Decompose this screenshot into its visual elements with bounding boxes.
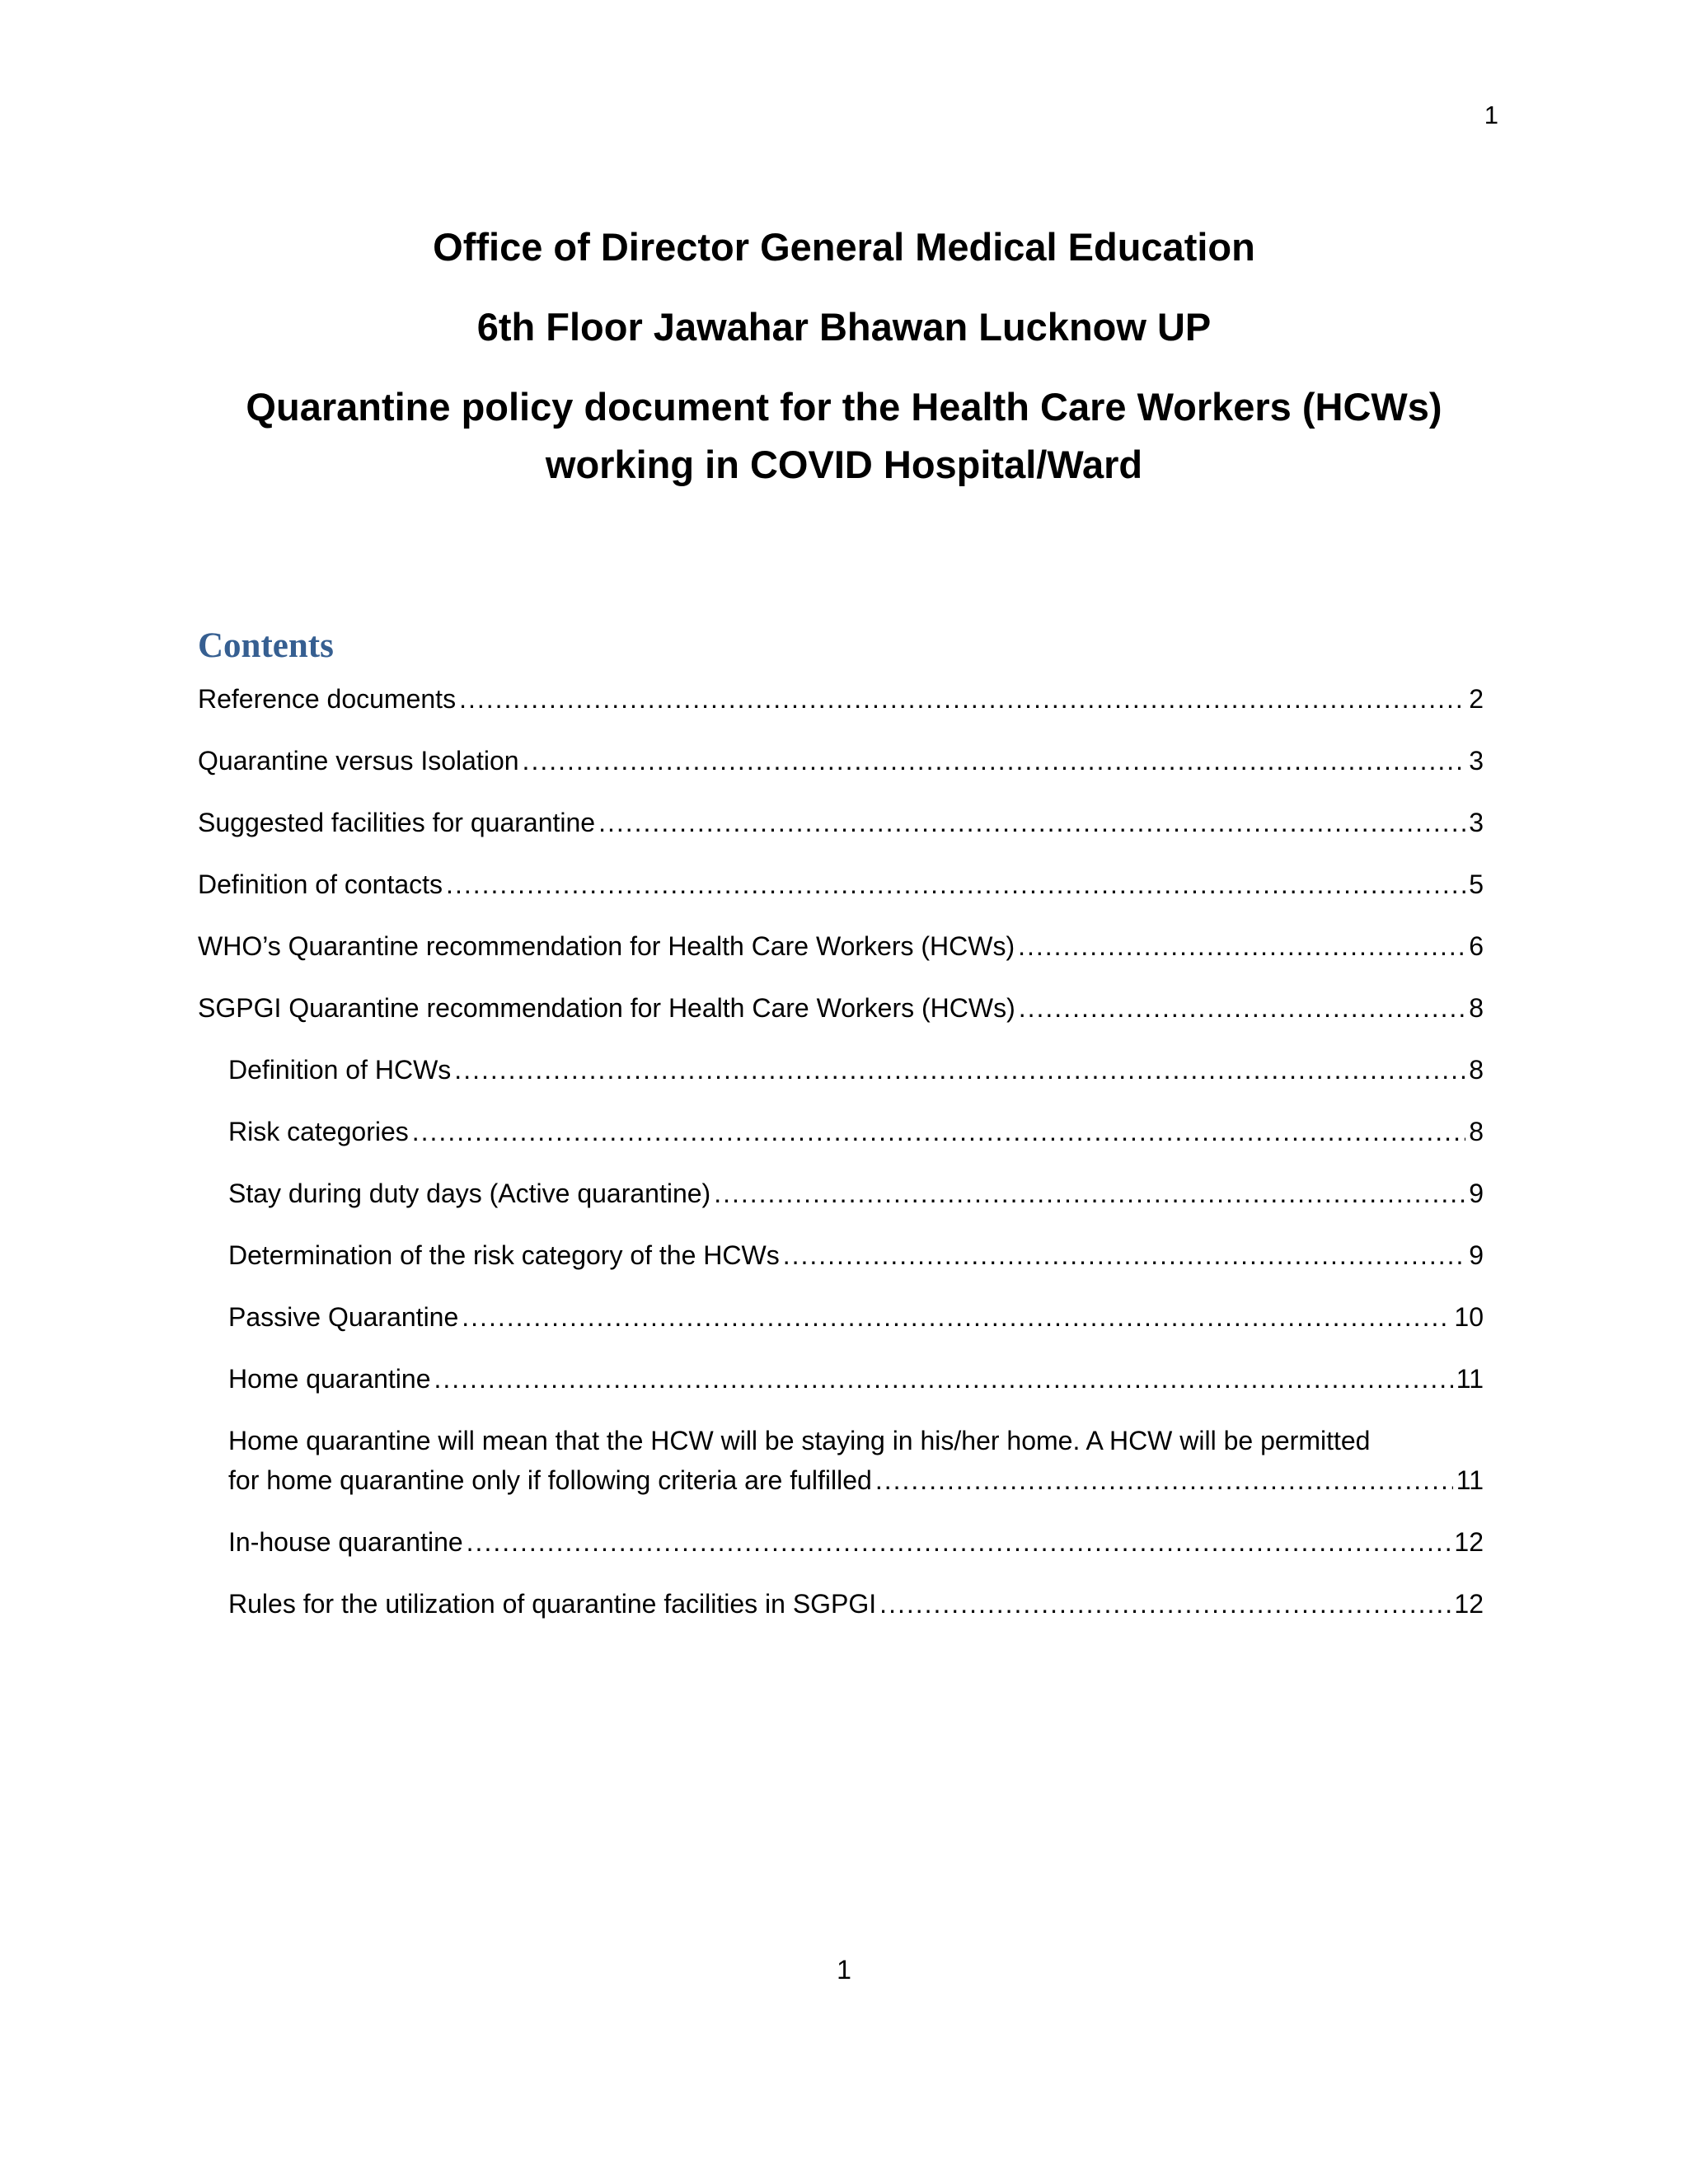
toc-leader-dots — [454, 1050, 1465, 1090]
toc-leader-dots — [879, 1584, 1451, 1624]
toc-entry-title: Stay during duty days (Active quarantine) — [228, 1179, 711, 1208]
toc-entry-page: 6 — [1469, 931, 1484, 961]
toc-leader-dots — [1019, 988, 1465, 1028]
toc-entry-in-house-quarantine[interactable] — [198, 1522, 1484, 1562]
toc-entry-home-quarantine-criteria[interactable] — [198, 1421, 1484, 1500]
toc-leader-dots — [783, 1235, 1466, 1275]
toc-entry-risk-determination[interactable] — [198, 1235, 1484, 1275]
header-title-line2: working in COVID Hospital/Ward — [545, 443, 1143, 486]
toc-entry-title: WHO’s Quarantine recommendation for Health Care Workers (HCWs) — [198, 931, 1015, 961]
toc-entry-title: Determination of the risk category of the HCWs — [228, 1240, 780, 1270]
toc-leader-dots — [412, 1112, 1465, 1151]
toc-entry-page: 11 — [1456, 1465, 1484, 1495]
toc-entry-title: Passive Quarantine — [228, 1302, 459, 1332]
toc-entry-sgpgi-recommendation[interactable] — [198, 988, 1484, 1028]
page-number-top: 1 — [1484, 101, 1498, 129]
toc-entry-title: Home quarantine — [228, 1364, 431, 1394]
toc-entry-page: 10 — [1454, 1302, 1484, 1332]
toc-entry-page: 2 — [1469, 684, 1484, 714]
toc-entry-title: In-house quarantine — [228, 1527, 463, 1557]
toc-entry-page: 8 — [1469, 1117, 1484, 1146]
toc-entry-definition-of-contacts[interactable] — [198, 865, 1484, 904]
toc-entry-title-line1: Home quarantine will mean that the HCW will be staying in his/her home. A HCW will be permitted — [228, 1426, 1371, 1455]
toc-entry-title-line2: for home quarantine only if following criteria are fulfilled — [228, 1465, 872, 1495]
toc-leader-dots — [462, 1297, 1451, 1337]
toc-entry-page: 11 — [1456, 1364, 1484, 1394]
toc-entry-page: 12 — [1454, 1589, 1484, 1619]
toc-leader-dots — [875, 1460, 1453, 1500]
toc-leader-dots — [1018, 926, 1465, 966]
toc-entry-reference-documents[interactable] — [198, 679, 1484, 719]
table-of-contents — [198, 679, 1484, 1646]
toc-heading: Contents — [198, 626, 334, 665]
toc-leader-dots — [714, 1174, 1465, 1213]
toc-entry-title: Risk categories — [228, 1117, 409, 1146]
toc-entry-title: Rules for the utilization of quarantine facilities in SGPGI — [228, 1589, 877, 1619]
toc-entry-definition-of-hcws[interactable] — [198, 1050, 1484, 1090]
toc-entry-page: 5 — [1469, 869, 1484, 899]
header-office: Office of Director General Medical Education — [433, 225, 1255, 269]
toc-entry-page: 9 — [1469, 1240, 1484, 1270]
toc-entry-title: Suggested facilities for quarantine — [198, 808, 596, 837]
toc-entry-title: SGPGI Quarantine recommendation for Health Care Workers (HCWs) — [198, 993, 1015, 1023]
toc-entry-title: Quarantine versus Isolation — [198, 746, 519, 776]
toc-leader-dots — [598, 803, 1465, 842]
toc-entry-risk-categories[interactable] — [198, 1112, 1484, 1151]
toc-entry-quarantine-vs-isolation[interactable] — [198, 741, 1484, 780]
toc-leader-dots — [434, 1359, 1452, 1399]
toc-entry-active-quarantine[interactable] — [198, 1174, 1484, 1213]
toc-entry-page: 3 — [1469, 808, 1484, 837]
toc-leader-dots — [467, 1522, 1451, 1562]
toc-entry-suggested-facilities[interactable] — [198, 803, 1484, 842]
toc-entry-page: 8 — [1469, 993, 1484, 1023]
toc-entry-rules-utilization[interactable] — [198, 1584, 1484, 1624]
toc-entry-page: 12 — [1454, 1527, 1484, 1557]
toc-leader-dots — [459, 679, 1465, 719]
toc-entry-title: Definition of contacts — [198, 869, 443, 899]
toc-entry-title: Definition of HCWs — [228, 1055, 452, 1085]
toc-entry-passive-quarantine[interactable] — [198, 1297, 1484, 1337]
toc-entry-page: 9 — [1469, 1179, 1484, 1208]
page-number-bottom: 1 — [837, 1955, 851, 1985]
header-title-line1: Quarantine policy document for the Health Care Workers (HCWs) — [246, 385, 1442, 429]
header-address: 6th Floor Jawahar Bhawan Lucknow UP — [476, 305, 1212, 349]
document-header — [0, 224, 1688, 488]
toc-entry-page: 3 — [1469, 746, 1484, 776]
toc-entry-who-recommendation[interactable] — [198, 926, 1484, 966]
toc-leader-dots — [446, 865, 1465, 904]
toc-entry-home-quarantine[interactable] — [198, 1359, 1484, 1399]
toc-leader-dots — [523, 741, 1466, 780]
toc-entry-page: 8 — [1469, 1055, 1484, 1085]
toc-entry-title: Reference documents — [198, 684, 457, 714]
